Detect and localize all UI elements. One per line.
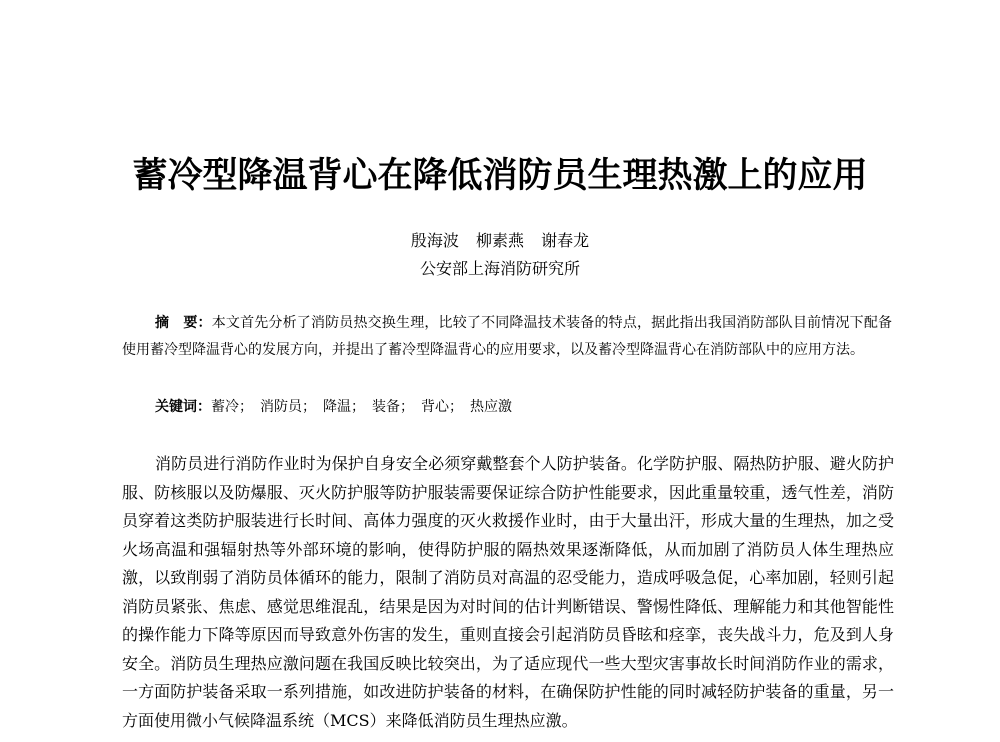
abstract [122, 310, 892, 364]
abstract-text: 本文首先分析了消防员热交换生理，比较了不同降温技术装备的特点，据此指出我国消防部队目前情况下配备使用蓄冷型降温背心的发展方向，并提出了蓄冷型降温背心的应用要求，以及蓄冷型降温背心在消防部队中的应用方法。 [122, 315, 893, 358]
keywords-label: 关键词： [155, 399, 211, 415]
author-affiliation: 公安部上海消防研究所 [419, 259, 580, 278]
author-list [0, 228, 1000, 251]
keywords [155, 396, 512, 416]
article-title: 蓄冷型降温背心在降低消防员生理热激上的应用 [132, 155, 868, 196]
author-name: 殷海波 [410, 231, 459, 250]
author-name: 柳素燕 [475, 231, 524, 250]
abstract-label: 摘 要： [155, 315, 212, 331]
keywords-text: 蓄冷； 消防员； 降温； 装备； 背心； 热应激 [211, 399, 512, 415]
author-name: 谢春龙 [541, 231, 590, 250]
body-paragraph: 消防员进行消防作业时为保护自身安全必须穿戴整套个人防护装备。化学防护服、隔热防护服、避火防护服、防核服以及防爆服、灭火防护服等防护服装需要保证综合防护性能要求，因此重量较重，透气性差，消防员穿着这类防护服装进行长时间、高体力强度的灭火救援作业时，由于大量出汗，形成大量的生理热，加之受火场高温和强辐射热等外部环境的影响，使得防护服的隔热效果逐渐降低，从而加剧了消防员人体生理热应激，以致削弱了消防员体循环的能力，限制了消防员对高温的忍受能力，造成呼吸急促，心率加剧，轻则引起消防员紧张、焦虑、感觉思维混乱，结果是因为对时间的估计判断错误、警惕性降低、理解能力和其他智能性的操作能力下降等原因而导致意外伤害的发生，重则直接会引起消防员昏眩和痉挛，丧失战斗力，危及到人身安全。消防员生理热应激问题在我国反映比较突出，为了适应现代一些大型灾害事故长时间消防作业的需求，一方面防护装备采取一系列措施，如改进防护装备的材料，在确保防护性能的同时减轻防护装备的重量，另一方面使用微小气候降温系统（MCS）来降低消防员生理热应激。 [122, 454, 894, 730]
